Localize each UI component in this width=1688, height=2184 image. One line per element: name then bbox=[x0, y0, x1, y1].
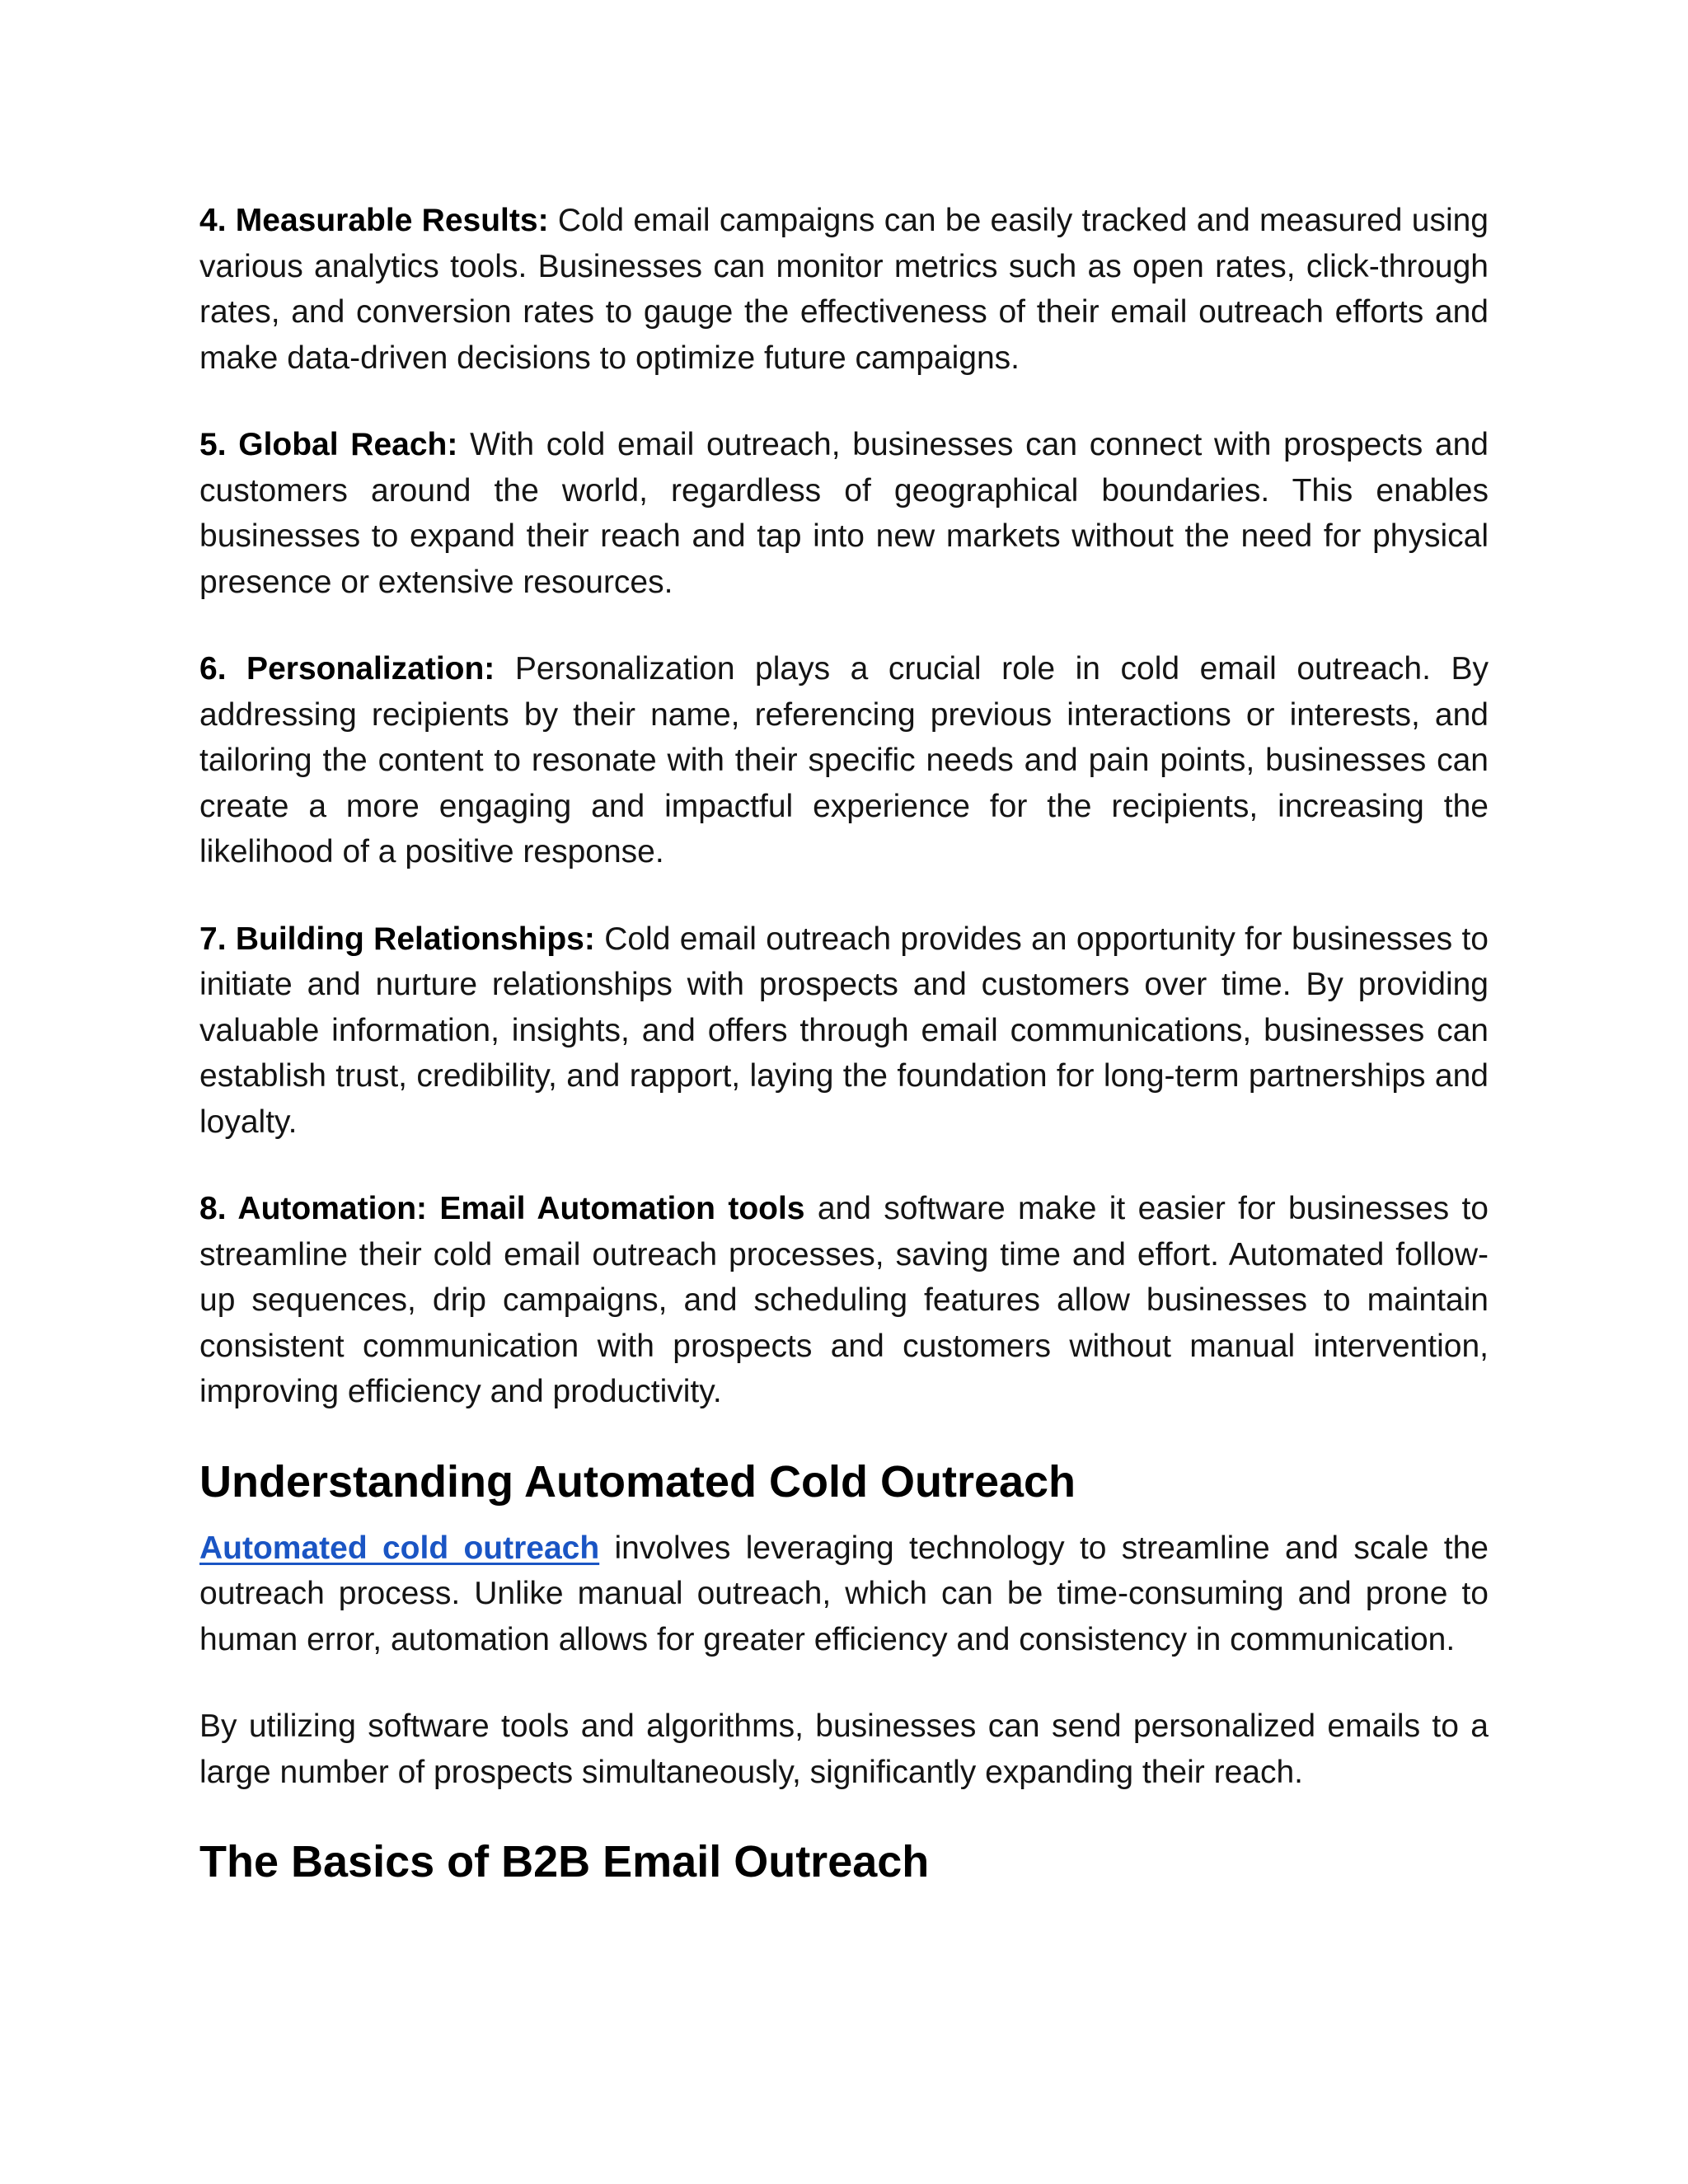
benefit-label: 7. Building Relationships: bbox=[199, 921, 595, 957]
benefit-item-building-relationships bbox=[199, 916, 1489, 1146]
benefit-label: 8. Automation: Email Automation tools bbox=[199, 1191, 805, 1226]
benefit-item-measurable-results bbox=[199, 198, 1489, 381]
benefit-item-personalization bbox=[199, 646, 1489, 875]
section-heading-b2b-email-outreach: The Basics of B2B Email Outreach bbox=[199, 1837, 930, 1886]
automated-outreach-intro-paragraph bbox=[199, 1526, 1489, 1663]
benefit-text: Cold email outreach provides an opportunity for businesses to initiate and nurture relationships with prospects and customers over time. By providing valuable information, insights, and offers through email communications, businesses can establish trust, credibility, and rapport, laying the foundation for long-term partnerships and loyalty. bbox=[199, 921, 1489, 1140]
software-tools-paragraph: By utilizing software tools and algorithms, businesses can send personalized emails to a large number of prospects simultaneously, significantly expanding their reach. bbox=[199, 1708, 1489, 1790]
benefit-label: 5. Global Reach: bbox=[199, 427, 458, 462]
automated-cold-outreach-link[interactable]: Automated cold outreach bbox=[199, 1530, 600, 1566]
benefit-label: 4. Measurable Results: bbox=[199, 203, 549, 238]
benefit-text: Personalization plays a crucial role in cold email outreach. By addressing recipients by their name, referencing previous interactions or interests, and tailoring the content to resonate with their specific needs and pain points, businesses can create a more engaging and impactful experience for the recipients, increasing the likelihood of a positive response. bbox=[199, 651, 1489, 869]
intro-paragraph-text: involves leveraging technology to streamline and scale the outreach process. Unlike manual outreach, which can be time-consuming and prone to human error, automation allows for greater efficiency and consistency in communication. bbox=[199, 1530, 1489, 1657]
benefit-text: Cold email campaigns can be easily tracked and measured using various analytics tools. Businesses can monitor metrics such as open rates, click-through rates, and conversion rates to gauge the effectiveness of their email outreach efforts and make data-driven decisions to optimize future campaigns. bbox=[199, 203, 1489, 376]
benefit-text: and software make it easier for businesses to streamline their cold email outreach processes, saving time and effort. Automated follow-up sequences, drip campaigns, and scheduling features allow businesses to maintain consistent communication with prospects and customers without manual intervention, improving efficiency and productivity. bbox=[199, 1191, 1489, 1409]
benefit-text: With cold email outreach, businesses can connect with prospects and customers around the world, regardless of geographical boundaries. This enables businesses to expand their reach and tap into new markets without the need for physical presence or extensive resources. bbox=[199, 427, 1489, 600]
document-content bbox=[199, 198, 1489, 1905]
benefit-item-automation bbox=[199, 1186, 1489, 1415]
benefit-label: 6. Personalization: bbox=[199, 651, 495, 687]
benefit-item-global-reach bbox=[199, 422, 1489, 605]
section-heading-understanding-automated-cold-outreach: Understanding Automated Cold Outreach bbox=[199, 1456, 1076, 1507]
